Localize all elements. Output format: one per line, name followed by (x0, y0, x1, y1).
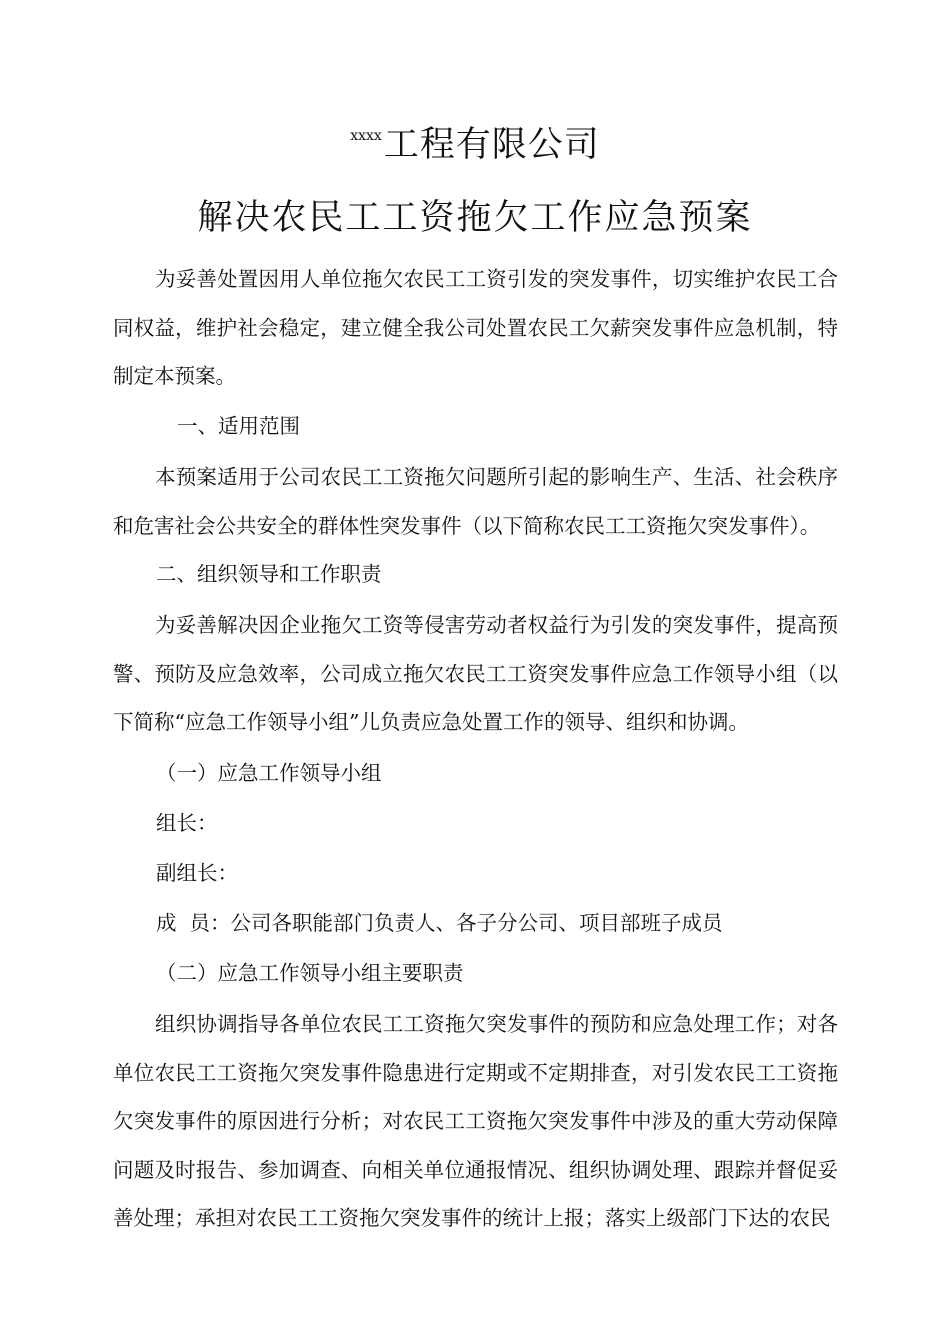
organization-paragraph: 为妥善解决因企业拖欠工资等侵害劳动者权益行为引发的突发事件，提高预警、预防及应急效率，公司成立拖欠农民工工资突发事件应急工作领导小组（以下简称“应急工作领导小组”儿负责应急处置工作的领导、组织和协调。 (113, 613, 838, 734)
deputy-leader-line: 副组长： (156, 861, 238, 885)
scope-paragraph: 本预案适用于公司农民工工资拖欠问题所引起的影响生产、生活、社会秩序和危害社会公共安全的群体性突发事件（以下简称农民工工资拖欠突发事件）。 (113, 465, 838, 538)
duties-heading: （二）应急工作领导小组主要职责 (156, 961, 464, 985)
organization-heading: 二、组织领导和工作职责 (156, 562, 382, 586)
duties-paragraph: 组织协调指导各单位农民工工资拖欠突发事件的预防和应急处理工作；对各单位农民工工资拖欠突发事件隐患进行定期或不定期排查，对引发农民工工资拖欠突发事件的原因进行分析；对农民工工资拖欠突发事件中涉及的重大劳动保障问题及时报告、参加调查、向相关单位通报情况、组织协调处理、跟踪并督促妥善处理；承担对农民工工资拖欠突发事件的统计上报；落实上级部门下达的农民 (113, 1012, 838, 1230)
intro-paragraph: 为妥善处置因用人单位拖欠农民工工资引发的突发事件，切实维护农民工合同权益，维护社会稳定，建立健全我公司处置农民工欠薪突发事件应急机制，特制定本预案。 (113, 267, 838, 388)
company-title (0, 117, 950, 167)
group-leader-line: 组长： (156, 811, 218, 835)
emergency-group-heading: （一）应急工作领导小组 (156, 761, 382, 785)
members-line: 成 员：公司各职能部门负责人、各子分公司、项目部班子成员 (156, 911, 723, 935)
company-title-text: 工程有限公司 (383, 125, 600, 165)
document-title: 解决农民工工资拖欠工作应急预案 (197, 198, 753, 238)
scope-heading: 一、适用范围 (177, 414, 300, 438)
company-name-placeholder: xxxx (350, 128, 382, 144)
